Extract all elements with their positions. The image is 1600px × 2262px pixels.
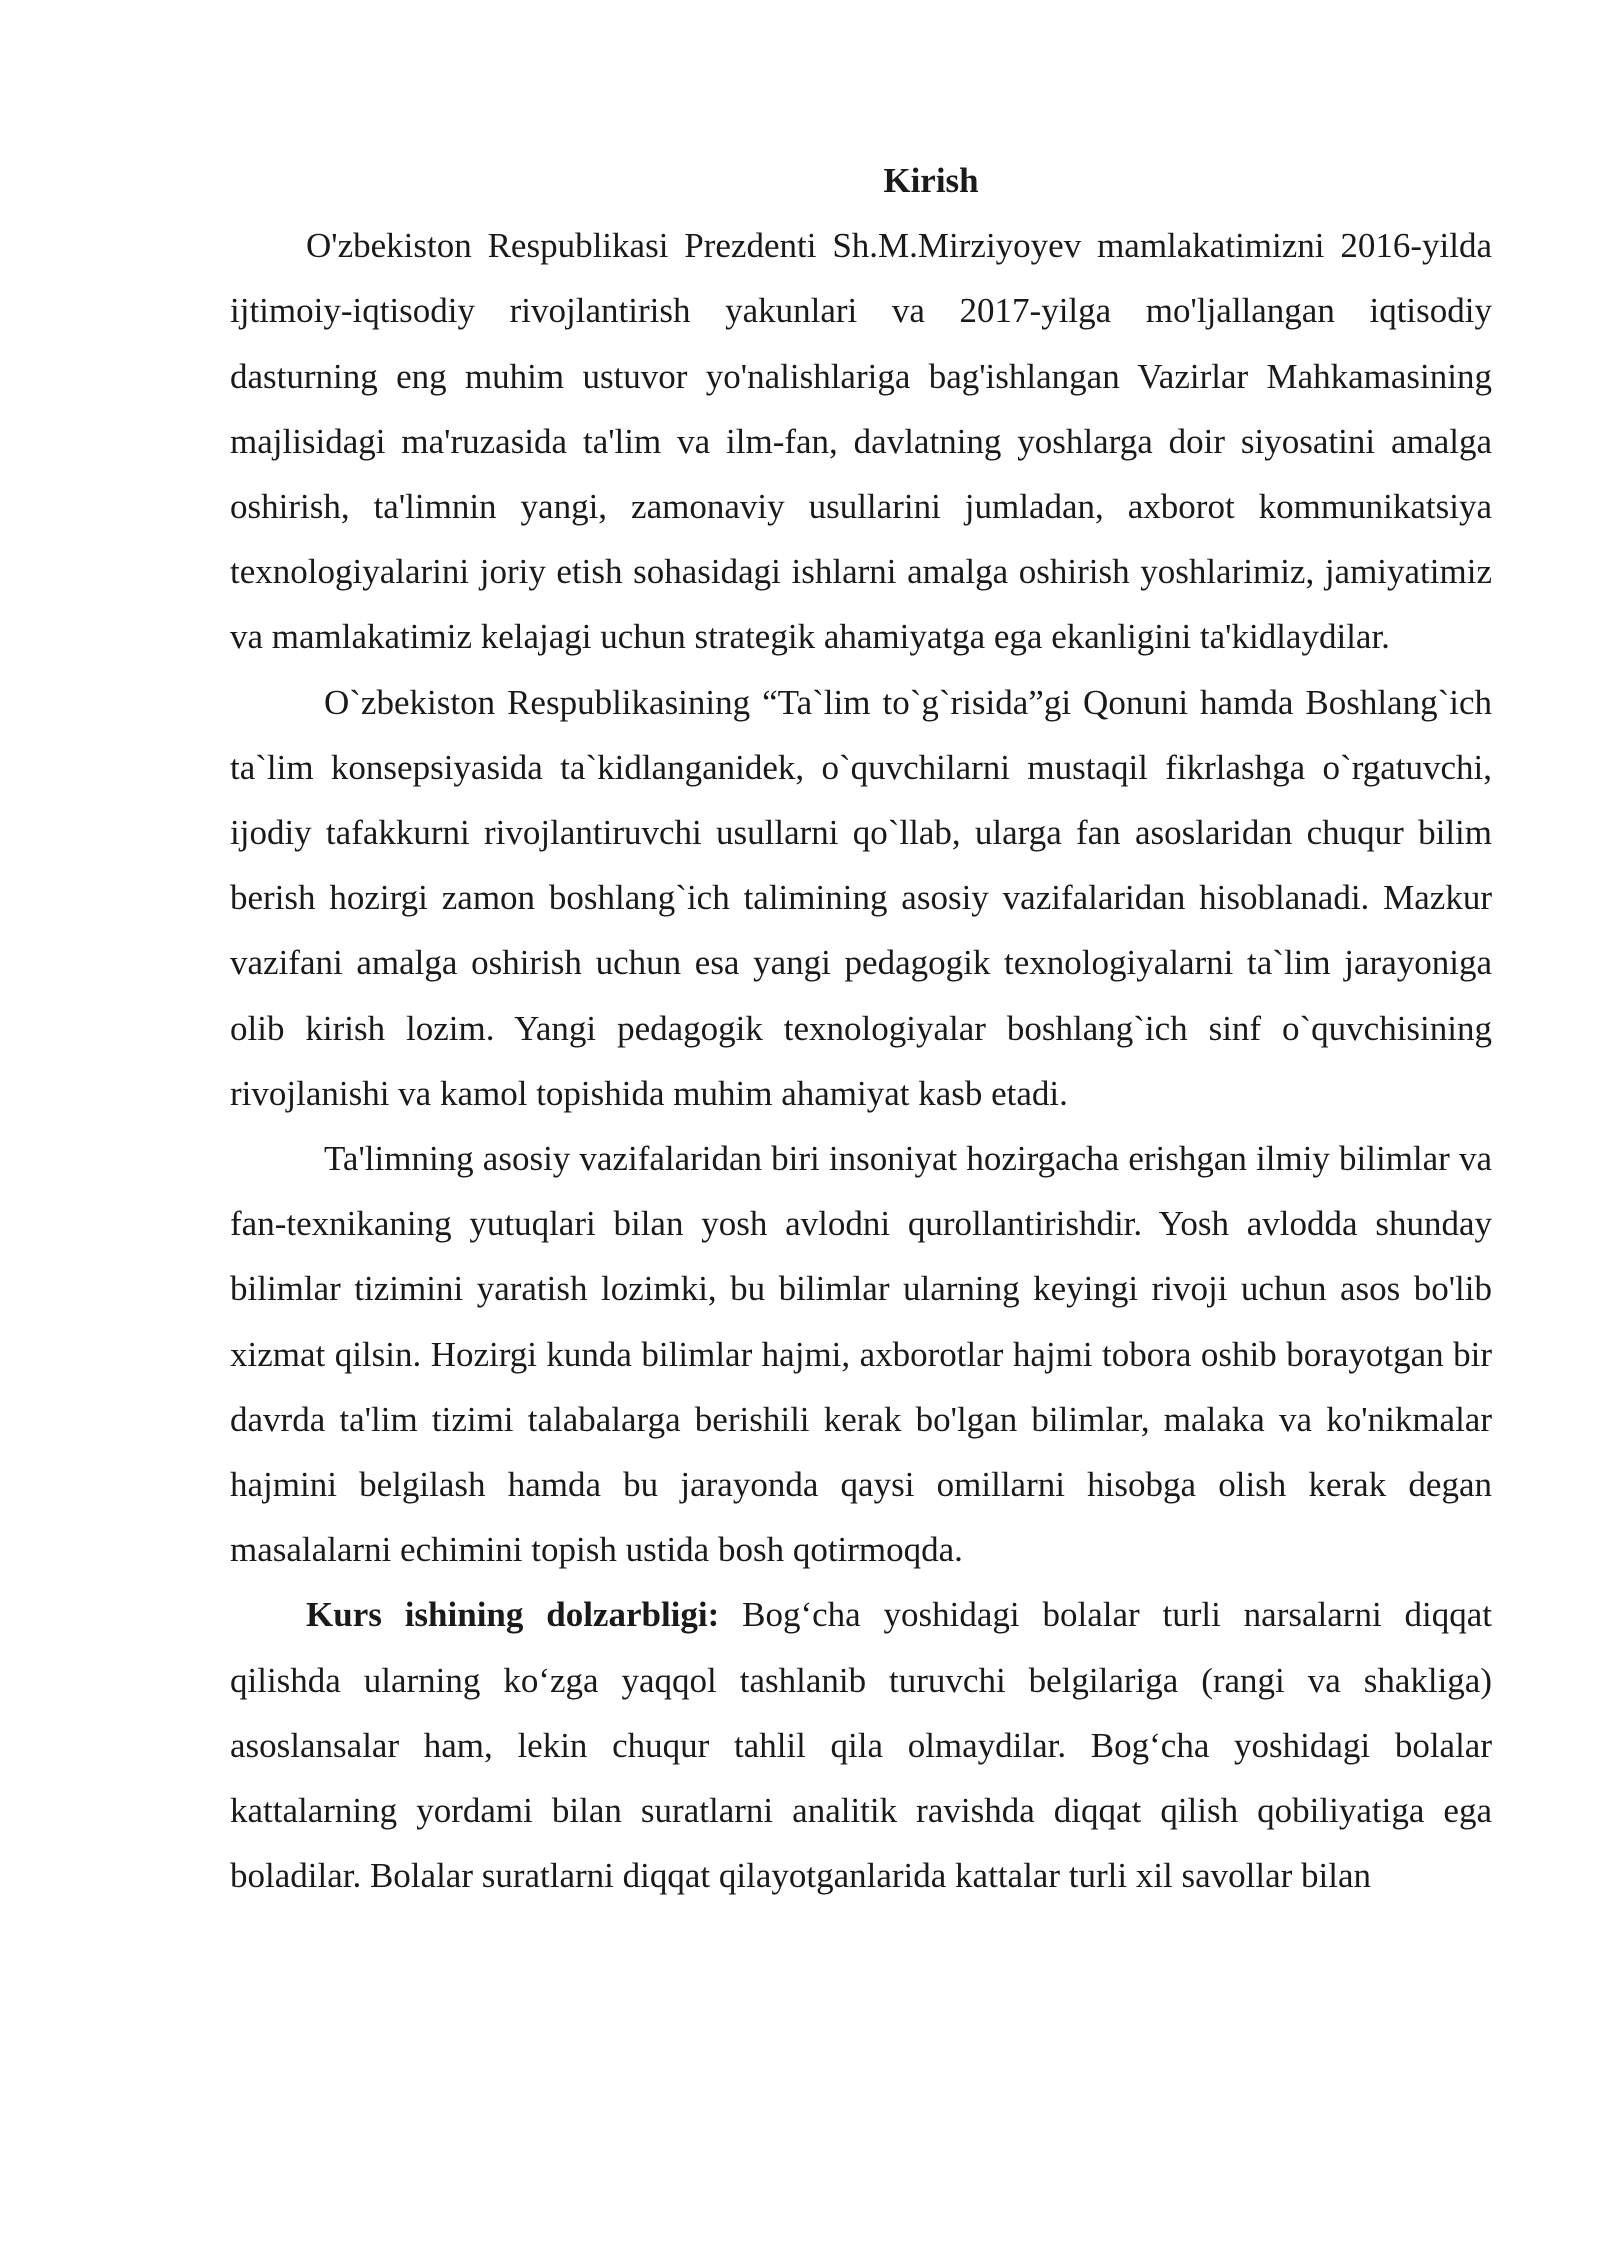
paragraph-relevance	[230, 1582, 1492, 1908]
paragraph-education-law: O`zbekiston Respublikasining “Ta`lim to`g`risida”gi Qonuni hamda Boshlang`ich ta`lim konsepsiyasida ta`kidlanganidek, o`quvchilarni mustaqil fikrlashga o`rgatuvchi, ijodiy tafakkurni rivojlantiruvchi usullarni qo`llab, ularga fan asoslaridan chuqur bilim berish hozirgi zamon boshlang`ich talimining asosiy vazifalaridan hisoblanadi. Mazkur vazifani amalga oshirish uchun esa yangi pedagogik texnologiyalarni ta`lim jarayoniga olib kirish lozim. Yangi pedagogik texnologiyalar boshlang`ich sinf o`quvchisining rivojlanishi va kamol topishida muhim ahamiyat kasb etadi.	[230, 682, 1492, 1113]
relevance-text: Bog‘cha yoshidagi bolalar turli narsalarni diqqat qilishda ularning ko‘zga yaqqol tashlanib turuvchi belgilariga (rangi va shakliga) asoslansalar ham, lekin chuqur tahlil qila olmaydilar. Bog‘cha yoshidagi bolalar kattalarning yordami bilan suratlarni analitik ravishda diqqat qilish qobiliyatiga ega boladilar. Bolalar suratlarni diqqat qilayotganlarida kattalar turli xil savollar bilan	[230, 1595, 1492, 1896]
relevance-label: Kurs ishining dolzarbligi:	[306, 1595, 720, 1635]
page-title: Kirish	[883, 161, 979, 200]
document-body	[230, 148, 1492, 1908]
paragraph-education-tasks: Ta'limning asosiy vazifalaridan biri insoniyat hozirgacha erishgan ilmiy bilimlar va fan-texnikaning yutuqlari bilan yosh avlodni qurollantirishdir. Yosh avlodda shunday bilimlar tizimini yaratish lozimki, bu bilimlar ularning keyingi rivoji uchun asos bo'lib xizmat qilsin. Hozirgi kunda bilimlar hajmi, axborotlar hajmi tobora oshib borayotgan bir davrda ta'lim tizimi talabalarga berishili kerak bo'lgan bilimlar, malaka va ko'nikmalar hajmini belgilash hamda bu jarayonda qaysi omillarni hisobga olish kerak degan masalalarni echimini topish ustida bosh qotirmoqda.	[230, 1139, 1492, 1570]
paragraph-president-speech: O'zbekiston Respublikasi Prezdenti Sh.M.Mirziyoyev mamlakatimizni 2016-yilda ijtimoiy-iqtisodiy rivojlantirish yakunlari va 2017-yilga mo'ljallangan iqtisodiy dasturning eng muhim ustuvor yo'nalishlariga bag'ishlangan Vazirlar Mahkamasining majlisidagi ma'ruzasida ta'lim va ilm-fan, davlatning yoshlarga doir siyosatini amalga oshirish, ta'limnin yangi, zamonaviy usullarini jumladan, axborot kommunikatsiya texnologiyalarini joriy etish sohasidagi ishlarni amalga oshirish yoshlarimiz, jamiyatimiz va mamlakatimiz kelajagi uchun strategik ahamiyatga ega ekanligini ta'kidlaydilar.	[230, 226, 1492, 657]
